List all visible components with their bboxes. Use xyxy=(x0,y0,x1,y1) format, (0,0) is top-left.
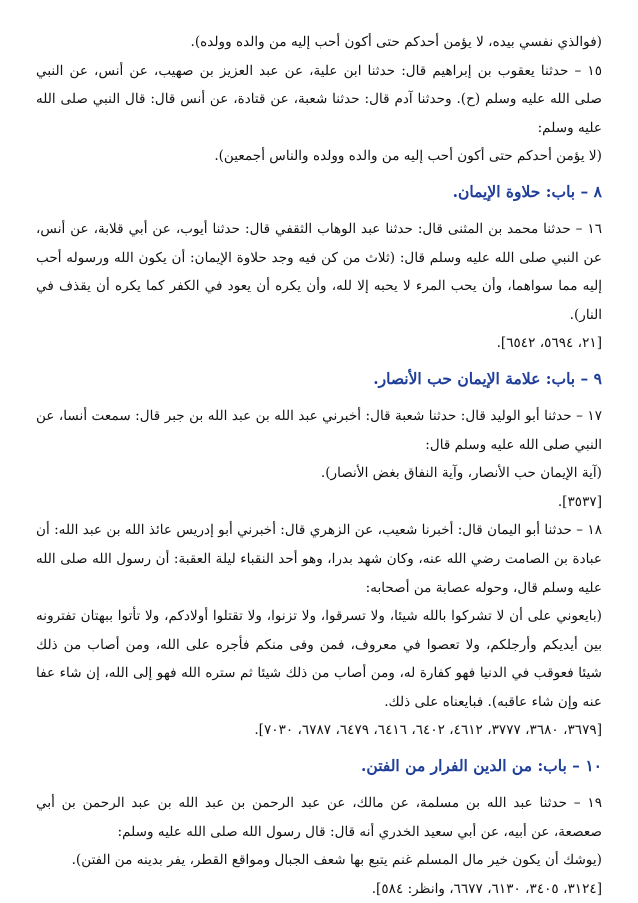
chapter-heading xyxy=(36,364,602,394)
hadith-text: (فوالذي نفسي بيده، لا يؤمن أحدكم حتى أكون أحب إليه من والده وولده). xyxy=(190,34,602,50)
hadith-text: (لا يؤمن أحدكم حتى أكون أحب إليه من والده وولده والناس أجمعين). xyxy=(214,148,602,165)
chapter-heading xyxy=(36,177,602,207)
hadith-chain: ١٧ – حدثنا أبو الوليد قال: حدثنا شعبة قال: أخبرني عبد الله بن عبد الله بن جبر قال: سمعت أنسا، عن النبي صلى الله عليه وسلم قال: xyxy=(36,407,602,453)
hadith-text: (آية الإيمان حب الأنصار، وآية النفاق بغض الأنصار). xyxy=(320,465,602,482)
chapter-title: علامة الإيمان حب الأنصار. xyxy=(373,368,541,388)
chapter-title: من الدين الفرار من الفتن. xyxy=(361,756,533,776)
cross-references: [٣١٢٤، ٣٤٠٥، ٦١٣٠، ٦٦٧٧، وانظر: ٥٨٤]. xyxy=(371,880,602,897)
chapter-heading xyxy=(36,751,602,781)
cross-references: [٣٥٣٧]. xyxy=(557,493,602,510)
hadith-chain: ١٨ – حدثنا أبو اليمان قال: أخبرنا شعيب، عن الزهري قال: أخبرني أبو إدريس عائذ الله بن عبد الله: أن عبادة بن الصامت رضي الله عنه، وكان شهد بدرا، وهو أحد النقباء ليلة العقبة: أن رسول الله صلى الله عليه وسلم قال، وحوله عصابة من أصحابه: xyxy=(36,522,602,596)
hadith-chain: ١٦ – حدثنا محمد بن المثنى قال: حدثنا عبد الوهاب الثقفي قال: حدثنا أيوب، عن أبي قلابة، عن أنس، عن النبي صلى الله عليه وسلم قال: (ثلاث من كن فيه وجد حلاوة الإيمان: أن يكون الله ورسوله أحب إليه مما سواهما، وأن يحب المرء لا يحبه إلا لله، وأن يكره أن يعود في الكفر كما يكره أن يقذف في النار). xyxy=(36,220,602,323)
hadith-chain: ١٥ – حدثنا يعقوب بن إبراهيم قال: حدثنا ابن علية، عن عبد العزيز بن صهيب، عن أنس، عن النبي صلى الله عليه وسلم (ح). وحدثنا آدم قال: حدثنا شعبة، عن قتادة، عن أنس قال: قال النبي صلى الله عليه وسلم: xyxy=(36,62,602,136)
cross-references: [٢١، ٥٦٩٤، ٦٥٤٢]. xyxy=(496,335,602,352)
chapter-title: حلاوة الإيمان. xyxy=(452,181,541,201)
cross-references: [٣٦٧٩، ٣٦٨٠، ٣٧٧٧، ٤٦١٢، ٦٤٠٢، ٦٤١٦، ٦٤٧٩، ٦٧٨٧، ٧٠٣٠]. xyxy=(254,722,602,739)
hadith-text: (بايعوني على أن لا تشركوا بالله شيئا، ولا تسرقوا، ولا تزنوا، ولا تقتلوا أولادكم، ولا تأتوا ببهتان تفترونه بين أيديكم وأرجلكم، ولا تعصوا في معروف، فمن وفى منكم فأجره على الله، ومن أصاب من ذلك شيئا فعوقب في الدنيا فهو كفارة له، ومن أصاب من ذلك شيئا ثم ستره الله فهو إلى الله، إن شاء عفا عنه وإن شاء عاقبه). فبايعناه على ذلك. xyxy=(36,608,602,710)
hadith-text: (يوشك أن يكون خير مال المسلم غنم يتبع بها شعف الجبال ومواقع القطر، يفر بدينه من الفتن). xyxy=(71,852,602,869)
chapter-number: ٩ – باب: xyxy=(545,368,602,388)
chapter-number: ٨ – باب: xyxy=(545,181,602,201)
hadith-chain: ١٩ – حدثنا عبد الله بن مسلمة، عن مالك، عن عبد الرحمن بن عبد الله بن عبد الرحمن بن أبي صعصعة، عن أبيه، عن أبي سعيد الخدري أنه قال: قال رسول الله صلى الله عليه وسلم: xyxy=(36,795,602,840)
chapter-number: ١٠ – باب: xyxy=(537,756,602,776)
